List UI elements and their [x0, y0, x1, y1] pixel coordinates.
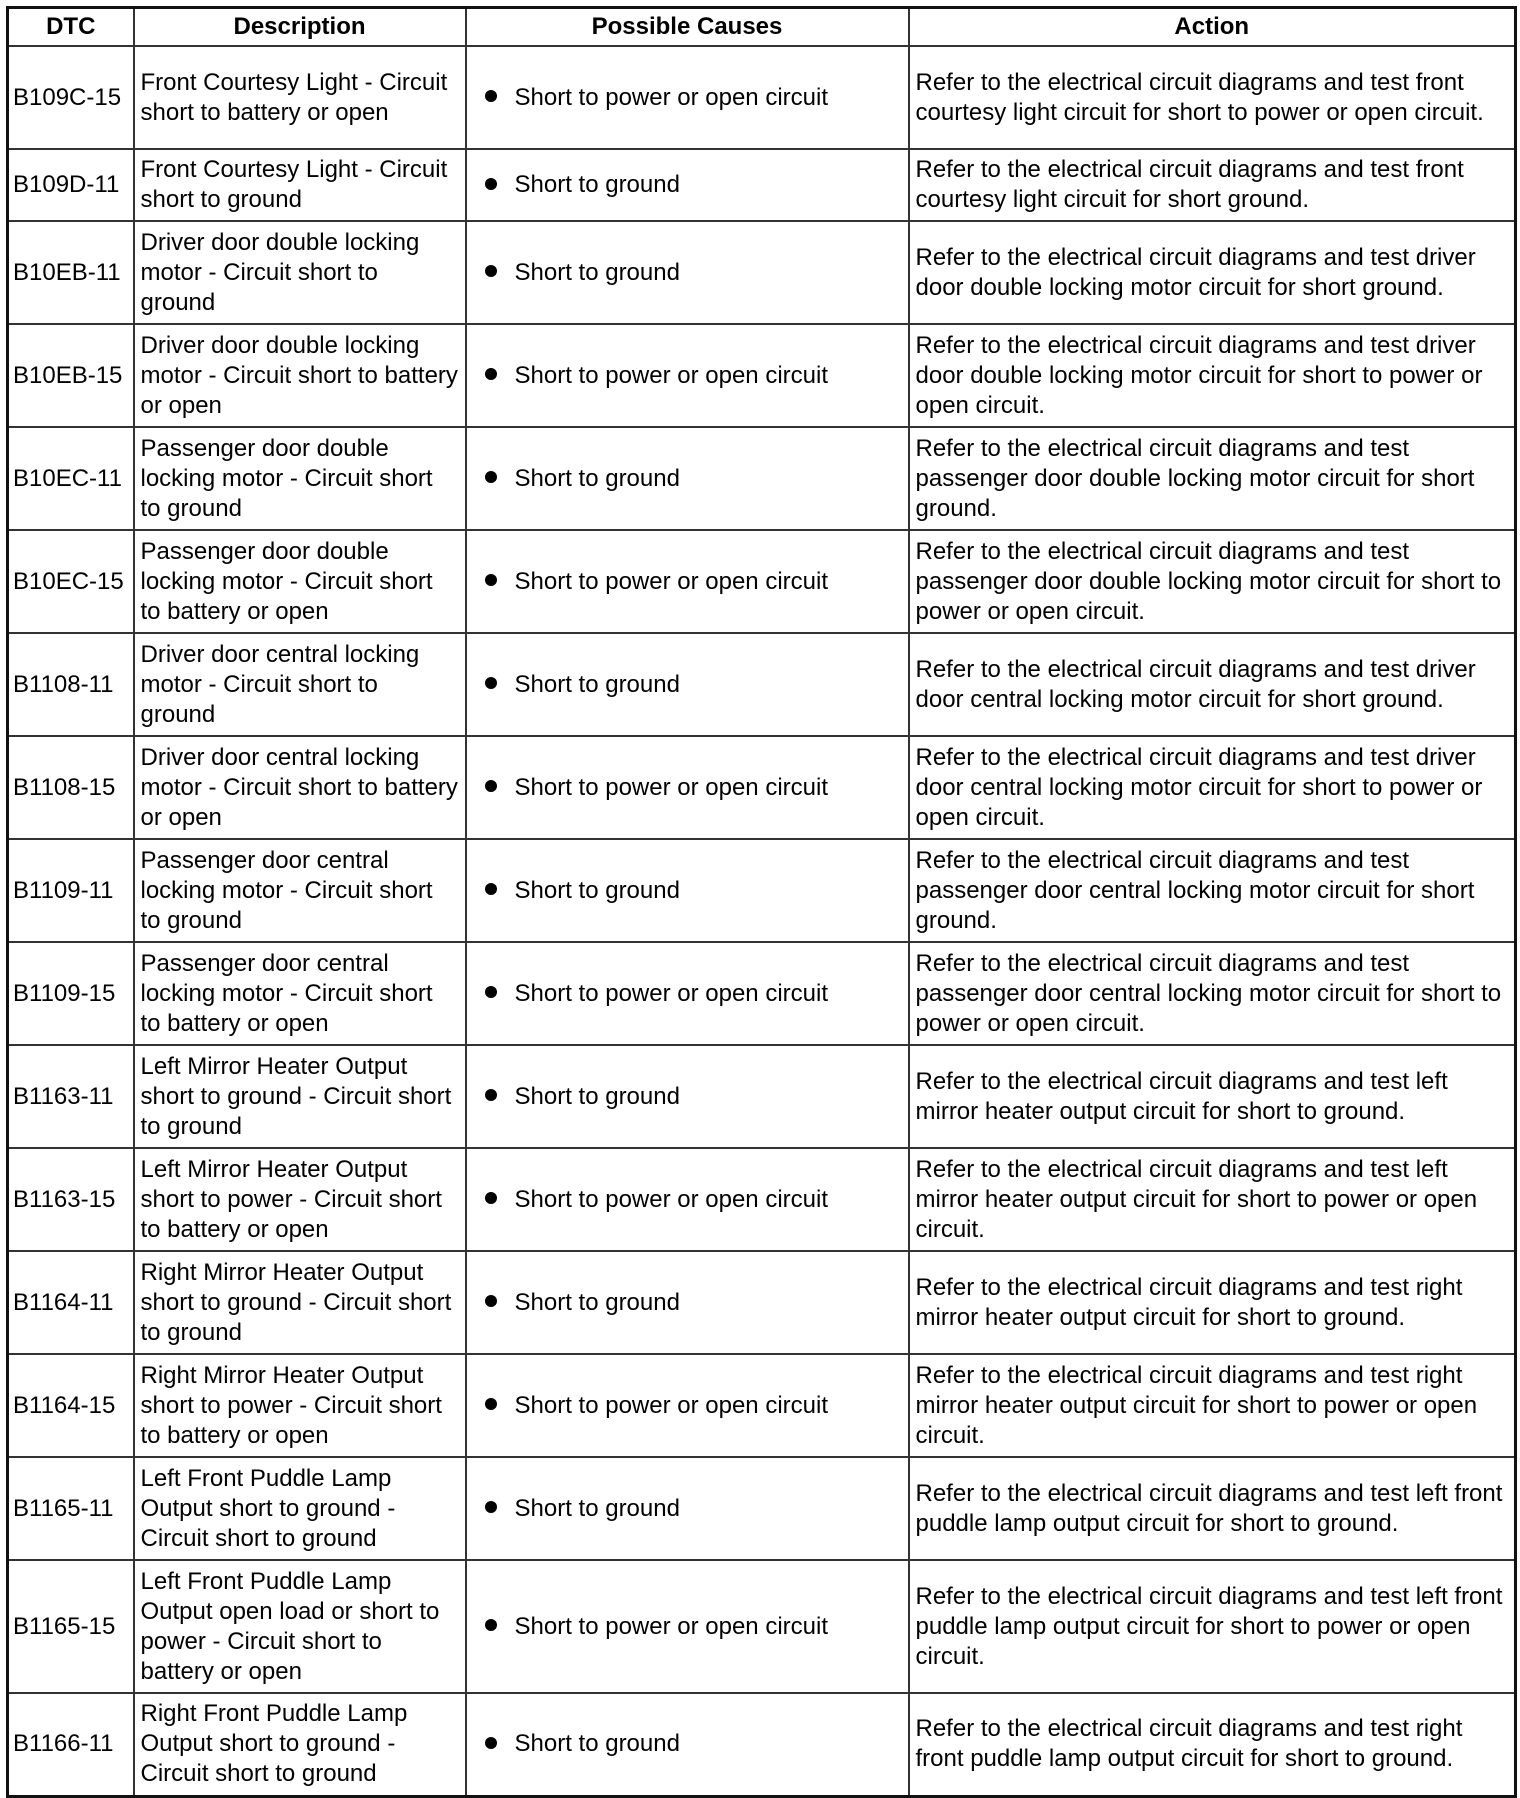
- dtc-code: B10EC-11: [8, 427, 134, 530]
- possible-cause: [466, 942, 909, 1045]
- possible-cause-text: Short to power or open circuit: [514, 83, 828, 111]
- possible-cause-text: Short to ground: [514, 670, 680, 698]
- action-text: Refer to the electrical circuit diagrams and test driver door double locking motor circuit for short to power or open circuit.: [909, 324, 1516, 427]
- possible-cause: [466, 1148, 909, 1251]
- possible-cause-text: Short to power or open circuit: [514, 567, 828, 595]
- dtc-description: Left Mirror Heater Output short to ground - Circuit short to ground: [134, 1045, 466, 1148]
- dtc-description: Left Front Puddle Lamp Output short to ground - Circuit short to ground: [134, 1457, 466, 1560]
- dtc-description: Passenger door double locking motor - Circuit short to battery or open: [134, 530, 466, 633]
- bullet-icon: [485, 1192, 497, 1204]
- possible-cause: [466, 1457, 909, 1560]
- table-row: [8, 736, 1516, 839]
- possible-cause-text: Short to ground: [514, 464, 680, 492]
- dtc-description: Front Courtesy Light - Circuit short to ground: [134, 149, 466, 221]
- bullet-icon: [485, 986, 497, 998]
- bullet-icon: [485, 178, 497, 190]
- table-row: [8, 1560, 1516, 1693]
- dtc-description: Front Courtesy Light - Circuit short to battery or open: [134, 46, 466, 149]
- possible-cause: [466, 1560, 909, 1693]
- dtc-description: Left Mirror Heater Output short to power - Circuit short to battery or open: [134, 1148, 466, 1251]
- bullet-icon: [485, 1295, 497, 1307]
- table-row: [8, 1045, 1516, 1148]
- bullet-icon: [485, 677, 497, 689]
- possible-cause: [466, 149, 909, 221]
- possible-cause-text: Short to ground: [514, 1730, 680, 1758]
- table-row: [8, 46, 1516, 149]
- possible-cause: [466, 1251, 909, 1354]
- bullet-icon: [485, 1501, 497, 1513]
- possible-cause-text: Short to power or open circuit: [514, 361, 828, 389]
- dtc-description: Passenger door double locking motor - Circuit short to ground: [134, 427, 466, 530]
- possible-cause-text: Short to ground: [514, 258, 680, 286]
- dtc-code: B109D-11: [8, 149, 134, 221]
- dtc-description: Right Mirror Heater Output short to ground - Circuit short to ground: [134, 1251, 466, 1354]
- dtc-table: [6, 6, 1517, 1798]
- possible-cause: [466, 1354, 909, 1457]
- dtc-description: Driver door double locking motor - Circuit short to battery or open: [134, 324, 466, 427]
- dtc-description: Passenger door central locking motor - Circuit short to ground: [134, 839, 466, 942]
- possible-cause: [466, 530, 909, 633]
- bullet-icon: [485, 265, 497, 277]
- possible-cause-text: Short to power or open circuit: [514, 1391, 828, 1419]
- dtc-code: B10EB-15: [8, 324, 134, 427]
- bullet-icon: [485, 780, 497, 792]
- action-text: Refer to the electrical circuit diagrams and test left front puddle lamp output circuit for short to ground.: [909, 1457, 1516, 1560]
- possible-cause: [466, 427, 909, 530]
- possible-cause: [466, 1045, 909, 1148]
- dtc-code: B1166-11: [8, 1693, 134, 1796]
- table-row: [8, 839, 1516, 942]
- bullet-icon: [485, 574, 497, 586]
- possible-cause-text: Short to power or open circuit: [514, 1612, 828, 1640]
- dtc-code: B1109-11: [8, 839, 134, 942]
- action-text: Refer to the electrical circuit diagrams and test passenger door double locking motor circuit for short ground.: [909, 427, 1516, 530]
- dtc-code: B109C-15: [8, 46, 134, 149]
- dtc-code: B1164-11: [8, 1251, 134, 1354]
- dtc-code: B1163-11: [8, 1045, 134, 1148]
- table-row: [8, 221, 1516, 324]
- bullet-icon: [485, 90, 497, 102]
- dtc-code: B1108-15: [8, 736, 134, 839]
- bullet-icon: [485, 1089, 497, 1101]
- table-row: [8, 149, 1516, 221]
- possible-cause-text: Short to ground: [514, 1288, 680, 1316]
- action-text: Refer to the electrical circuit diagrams and test left front puddle lamp output circuit for short to power or open circuit.: [909, 1560, 1516, 1693]
- table-row: [8, 1354, 1516, 1457]
- dtc-code: B1165-15: [8, 1560, 134, 1693]
- possible-cause: [466, 839, 909, 942]
- possible-cause-text: Short to power or open circuit: [514, 773, 828, 801]
- dtc-description: Driver door central locking motor - Circuit short to ground: [134, 633, 466, 736]
- action-text: Refer to the electrical circuit diagrams and test left mirror heater output circuit for short to ground.: [909, 1045, 1516, 1148]
- action-text: Refer to the electrical circuit diagrams and test front courtesy light circuit for short to power or open circuit.: [909, 46, 1516, 149]
- possible-cause-text: Short to power or open circuit: [514, 1185, 828, 1213]
- action-text: Refer to the electrical circuit diagrams and test driver door central locking motor circuit for short to power or open circuit.: [909, 736, 1516, 839]
- action-text: Refer to the electrical circuit diagrams and test passenger door central locking motor circuit for short ground.: [909, 839, 1516, 942]
- dtc-description: Driver door double locking motor - Circuit short to ground: [134, 221, 466, 324]
- header-dtc: DTC: [8, 8, 134, 47]
- action-text: Refer to the electrical circuit diagrams and test front courtesy light circuit for short ground.: [909, 149, 1516, 221]
- dtc-description: Passenger door central locking motor - Circuit short to battery or open: [134, 942, 466, 1045]
- possible-cause-text: Short to ground: [514, 1082, 680, 1110]
- table-row: [8, 633, 1516, 736]
- dtc-code: B1165-11: [8, 1457, 134, 1560]
- table-row: [8, 1148, 1516, 1251]
- dtc-code: B10EC-15: [8, 530, 134, 633]
- header-possible-causes: Possible Causes: [466, 8, 909, 47]
- dtc-table-container: [6, 6, 1514, 1798]
- table-row: [8, 1251, 1516, 1354]
- bullet-icon: [485, 1737, 497, 1749]
- possible-cause-text: Short to ground: [514, 876, 680, 904]
- dtc-code: B1108-11: [8, 633, 134, 736]
- action-text: Refer to the electrical circuit diagrams and test driver door double locking motor circuit for short ground.: [909, 221, 1516, 324]
- possible-cause: [466, 46, 909, 149]
- dtc-code: B1109-15: [8, 942, 134, 1045]
- table-header-row: [8, 8, 1516, 47]
- possible-cause-text: Short to ground: [514, 171, 680, 198]
- header-description: Description: [134, 8, 466, 47]
- action-text: Refer to the electrical circuit diagrams and test passenger door double locking motor circuit for short to power or open circuit.: [909, 530, 1516, 633]
- table-row: [8, 427, 1516, 530]
- table-row: [8, 530, 1516, 633]
- action-text: Refer to the electrical circuit diagrams and test right mirror heater output circuit for short to ground.: [909, 1251, 1516, 1354]
- possible-cause: [466, 324, 909, 427]
- dtc-description: Driver door central locking motor - Circuit short to battery or open: [134, 736, 466, 839]
- bullet-icon: [485, 368, 497, 380]
- table-row: [8, 1457, 1516, 1560]
- action-text: Refer to the electrical circuit diagrams and test driver door central locking motor circuit for short ground.: [909, 633, 1516, 736]
- action-text: Refer to the electrical circuit diagrams and test right mirror heater output circuit for short to power or open circuit.: [909, 1354, 1516, 1457]
- possible-cause: [466, 633, 909, 736]
- dtc-description: Right Mirror Heater Output short to power - Circuit short to battery or open: [134, 1354, 466, 1457]
- possible-cause: [466, 736, 909, 839]
- header-action: Action: [909, 8, 1516, 47]
- table-row: [8, 324, 1516, 427]
- dtc-code: B1164-15: [8, 1354, 134, 1457]
- action-text: Refer to the electrical circuit diagrams and test left mirror heater output circuit for short to power or open circuit.: [909, 1148, 1516, 1251]
- dtc-code: B10EB-11: [8, 221, 134, 324]
- possible-cause-text: Short to ground: [514, 1494, 680, 1522]
- bullet-icon: [485, 1398, 497, 1410]
- action-text: Refer to the electrical circuit diagrams and test passenger door central locking motor circuit for short to power or open circuit.: [909, 942, 1516, 1045]
- possible-cause: [466, 221, 909, 324]
- table-row: [8, 942, 1516, 1045]
- bullet-icon: [485, 1619, 497, 1631]
- table-body: [8, 46, 1516, 1796]
- bullet-icon: [485, 471, 497, 483]
- dtc-code: B1163-15: [8, 1148, 134, 1251]
- possible-cause: [466, 1693, 909, 1796]
- table-row: [8, 1693, 1516, 1796]
- dtc-description: Left Front Puddle Lamp Output open load or short to power - Circuit short to battery or open: [134, 1560, 466, 1693]
- bullet-icon: [485, 883, 497, 895]
- dtc-description: Right Front Puddle Lamp Output short to ground - Circuit short to ground: [134, 1693, 466, 1796]
- possible-cause-text: Short to power or open circuit: [514, 979, 828, 1007]
- action-text: Refer to the electrical circuit diagrams and test right front puddle lamp output circuit for short to ground.: [909, 1693, 1516, 1796]
